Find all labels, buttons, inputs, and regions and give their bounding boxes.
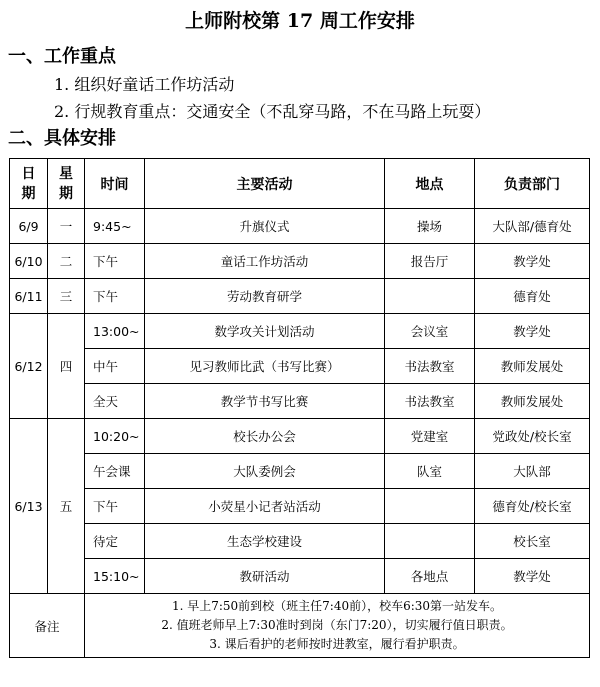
- time-cell: 13:00~: [85, 314, 145, 349]
- section-heading-schedule: 二、具体安排: [8, 128, 116, 149]
- time-cell: 中午: [85, 349, 145, 384]
- department-cell: 教师发展处: [475, 349, 590, 384]
- table-row: [10, 419, 590, 454]
- focus-item: 1. 组织好童话工作坊活动: [54, 75, 235, 94]
- location-cell: 党建室: [385, 419, 475, 454]
- table-row: [10, 384, 590, 419]
- department-cell: 校长室: [475, 524, 590, 559]
- notes-label: 备注: [10, 594, 85, 658]
- notes-content: [85, 594, 590, 658]
- focus-item: 2. 行规教育重点：交通安全（不乱穿马路，不在马路上玩耍）: [54, 102, 491, 121]
- header-activity: 主要活动: [145, 159, 385, 209]
- activity-cell: 见习教师比武（书写比赛）: [145, 349, 385, 384]
- activity-cell: 劳动教育研学: [145, 279, 385, 314]
- weekday-cell: 二: [48, 244, 85, 279]
- location-cell: 会议室: [385, 314, 475, 349]
- department-cell: 德育处: [475, 279, 590, 314]
- location-cell: [385, 489, 475, 524]
- activity-cell: 校长办公会: [145, 419, 385, 454]
- department-cell: 大队部: [475, 454, 590, 489]
- activity-cell: 数学攻关计划活动: [145, 314, 385, 349]
- department-cell: 教学处: [475, 314, 590, 349]
- weekday-cell: 五: [48, 419, 85, 594]
- table-row: [10, 349, 590, 384]
- department-cell: 教学处: [475, 244, 590, 279]
- time-cell: 午会课: [85, 454, 145, 489]
- location-cell: 报告厅: [385, 244, 475, 279]
- activity-cell: 教学节书写比赛: [145, 384, 385, 419]
- table-row: [10, 314, 590, 349]
- activity-cell: 童话工作坊活动: [145, 244, 385, 279]
- header-weekday-char: 星: [59, 165, 73, 182]
- header-department: 负责部门: [475, 159, 590, 209]
- section-heading-focus: 一、工作重点: [8, 46, 116, 67]
- header-weekday-char: 期: [59, 185, 73, 202]
- header-weekday: [48, 159, 85, 209]
- table-row: [10, 559, 590, 594]
- activity-cell: 生态学校建设: [145, 524, 385, 559]
- table-row: [10, 244, 590, 279]
- note-line: 1. 早上7:50前到校（班主任7:40前），校车6:30第一站发车。: [171, 599, 503, 613]
- department-cell: 德育处/校长室: [475, 489, 590, 524]
- time-cell: 下午: [85, 244, 145, 279]
- time-cell: 待定: [85, 524, 145, 559]
- department-cell: 大队部/德育处: [475, 209, 590, 244]
- header-time: 时间: [85, 159, 145, 209]
- table-row: [10, 454, 590, 489]
- table-row: [10, 524, 590, 559]
- location-cell: 书法教室: [385, 384, 475, 419]
- activity-cell: 大队委例会: [145, 454, 385, 489]
- header-date-char: 期: [21, 185, 36, 202]
- weekday-cell: 三: [48, 279, 85, 314]
- notes-row: [10, 594, 590, 658]
- location-cell: [385, 524, 475, 559]
- header-location: 地点: [385, 159, 475, 209]
- note-line: 2. 值班老师早上7:30准时到岗（东门7:20），切实履行值日职责。: [161, 618, 513, 632]
- weekday-cell: 一: [48, 209, 85, 244]
- activity-cell: 小荧星小记者站活动: [145, 489, 385, 524]
- date-cell: 6/9: [10, 209, 48, 244]
- table-row: [10, 489, 590, 524]
- activity-cell: 教研活动: [145, 559, 385, 594]
- table-header-row: [10, 159, 590, 209]
- schedule-table: [9, 158, 590, 658]
- department-cell: 教学处: [475, 559, 590, 594]
- date-cell: 6/13: [10, 419, 48, 594]
- location-cell: 书法教室: [385, 349, 475, 384]
- department-cell: 党政处/校长室: [475, 419, 590, 454]
- schedule-body: [10, 209, 590, 594]
- time-cell: 9:45~: [85, 209, 145, 244]
- table-row: [10, 279, 590, 314]
- date-cell: 6/11: [10, 279, 48, 314]
- location-cell: 操场: [385, 209, 475, 244]
- note-line: 3. 课后看护的老师按时进教室，履行看护职责。: [209, 637, 465, 651]
- time-cell: 下午: [85, 489, 145, 524]
- activity-cell: 升旗仪式: [145, 209, 385, 244]
- weekday-cell: 四: [48, 314, 85, 419]
- table-row: [10, 209, 590, 244]
- date-cell: 6/12: [10, 314, 48, 419]
- header-date-char: 日: [21, 165, 36, 182]
- header-date: [10, 159, 48, 209]
- page-title: 上师附校第 17 周工作安排: [185, 10, 415, 32]
- time-cell: 10:20~: [85, 419, 145, 454]
- location-cell: 各地点: [385, 559, 475, 594]
- location-cell: [385, 279, 475, 314]
- time-cell: 15:10~: [85, 559, 145, 594]
- time-cell: 全天: [85, 384, 145, 419]
- location-cell: 队室: [385, 454, 475, 489]
- time-cell: 下午: [85, 279, 145, 314]
- department-cell: 教师发展处: [475, 384, 590, 419]
- date-cell: 6/10: [10, 244, 48, 279]
